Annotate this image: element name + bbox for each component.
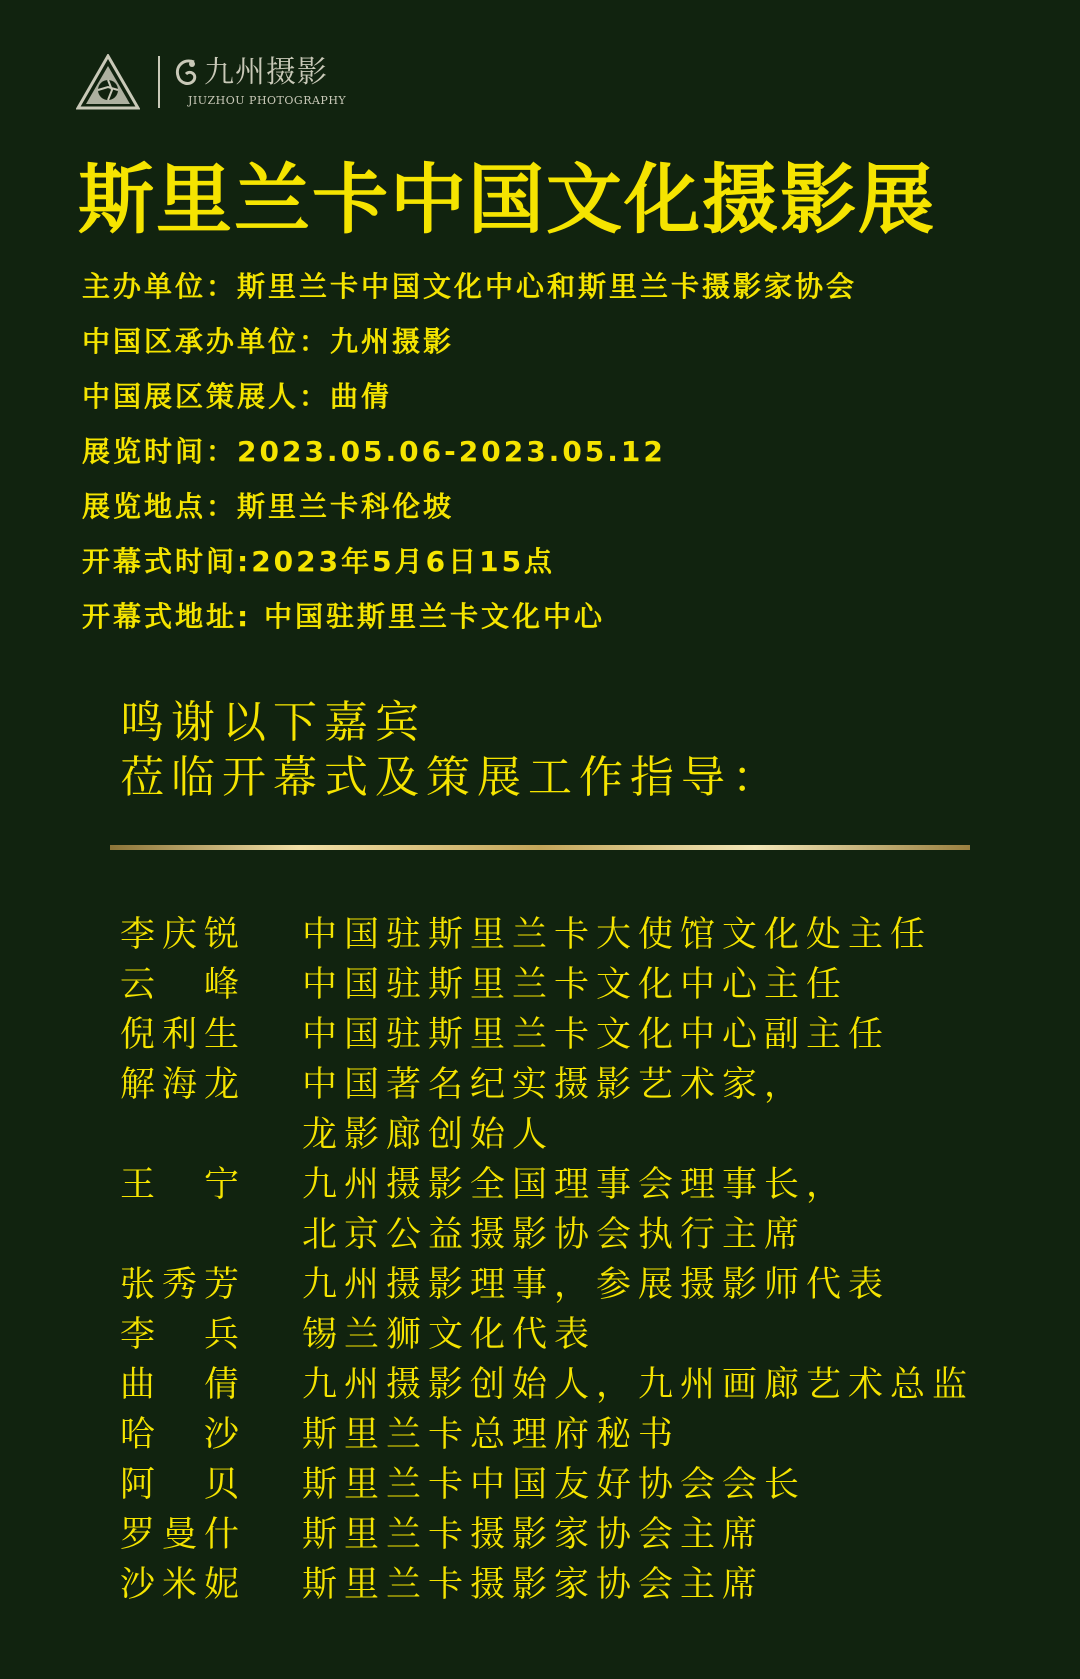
info-list — [82, 262, 1062, 647]
guest-row — [120, 910, 1060, 960]
guest-name: 张秀芳 — [120, 1265, 247, 1305]
guest-row — [120, 1560, 1060, 1610]
info-opening-address: 开幕式地址: 中国驻斯里兰卡文化中心 — [82, 600, 605, 633]
guest-role — [302, 1410, 680, 1460]
aperture-triangle-icon — [76, 54, 140, 110]
guest-role-line: 中国著名纪实摄影艺术家， — [302, 1065, 807, 1105]
guest-role — [302, 1510, 764, 1560]
guest-row — [120, 1260, 1060, 1310]
guest-role — [302, 1010, 890, 1060]
guest-role-line: 斯里兰卡摄影家协会主席 — [302, 1565, 765, 1605]
guest-row — [120, 1360, 1060, 1410]
info-curator: 中国展区策展人：曲倩 — [82, 380, 393, 413]
swirl-logo-icon — [172, 56, 202, 90]
info-organizer: 主办单位：斯里兰卡中国文化中心和斯里兰卡摄影家协会 — [82, 270, 858, 303]
guest-row — [120, 1060, 1060, 1160]
guest-name: 曲 倩 — [120, 1365, 247, 1405]
brand-name: 九州摄影 — [204, 55, 328, 90]
logo — [76, 52, 436, 112]
page-title: 斯里兰卡中国文化摄影展 — [78, 155, 936, 244]
info-opening-time: 开幕式时间:2023年5月6日15点 — [82, 545, 556, 578]
guest-role — [302, 1360, 974, 1410]
guest-role — [302, 910, 932, 960]
guest-name: 罗曼什 — [120, 1515, 247, 1555]
guest-name: 阿 贝 — [120, 1465, 247, 1505]
acknowledgement-heading — [120, 695, 1020, 805]
logo-divider — [158, 56, 160, 108]
guest-role-line: 龙影廊创始人 — [302, 1115, 555, 1155]
guest-name: 王 宁 — [120, 1165, 247, 1205]
guest-role — [302, 1060, 806, 1160]
guest-row — [120, 1410, 1060, 1460]
guest-role-line: 锡兰狮文化代表 — [302, 1315, 597, 1355]
guest-role — [302, 960, 848, 1010]
guest-role-line: 九州摄影理事，参展摄影师代表 — [302, 1265, 891, 1305]
guest-role-line: 北京公益摄影协会执行主席 — [302, 1215, 807, 1255]
guest-role-line: 中国驻斯里兰卡文化中心副主任 — [302, 1015, 891, 1055]
guest-name: 李 兵 — [120, 1315, 247, 1355]
acknowledgement-line-2: 莅临开幕式及策展工作指导： — [120, 752, 783, 803]
guest-role-line: 斯里兰卡中国友好协会会长 — [302, 1465, 807, 1505]
info-china-host: 中国区承办单位：九州摄影 — [82, 325, 455, 358]
guest-list — [120, 910, 1060, 1610]
guest-role-line: 中国驻斯里兰卡文化中心主任 — [302, 965, 849, 1005]
guest-name: 云 峰 — [120, 965, 247, 1005]
acknowledgement-line-1: 鸣谢以下嘉宾 — [120, 697, 426, 748]
guest-name: 李庆锐 — [120, 915, 247, 955]
guest-name: 倪利生 — [120, 1015, 247, 1055]
guest-row — [120, 1310, 1060, 1360]
brand-subtitle: JIUZHOU PHOTOGRAPHY — [188, 94, 347, 107]
guest-role-line: 斯里兰卡摄影家协会主席 — [302, 1515, 765, 1555]
guest-role — [302, 1310, 596, 1360]
guest-role-line: 中国驻斯里兰卡大使馆文化处主任 — [302, 915, 933, 955]
info-dates: 展览时间：2023.05.06-2023.05.12 — [82, 435, 666, 468]
guest-name: 沙米妮 — [120, 1565, 247, 1605]
guest-row — [120, 1010, 1060, 1060]
guest-row — [120, 1510, 1060, 1560]
guest-role-line: 九州摄影全国理事会理事长， — [302, 1165, 849, 1205]
guest-role — [302, 1560, 764, 1610]
guest-role — [302, 1460, 806, 1510]
guest-role — [302, 1260, 890, 1310]
guest-role-line: 九州摄影创始人，九州画廊艺术总监 — [302, 1365, 975, 1405]
guest-row — [120, 1460, 1060, 1510]
guest-name: 解海龙 — [120, 1065, 247, 1105]
guest-row — [120, 1160, 1060, 1260]
gold-divider — [110, 845, 970, 850]
guest-name: 哈 沙 — [120, 1415, 247, 1455]
guest-role-line: 斯里兰卡总理府秘书 — [302, 1415, 681, 1455]
guest-role — [302, 1160, 848, 1260]
guest-row — [120, 960, 1060, 1010]
info-venue: 展览地点：斯里兰卡科伦坡 — [82, 490, 455, 523]
